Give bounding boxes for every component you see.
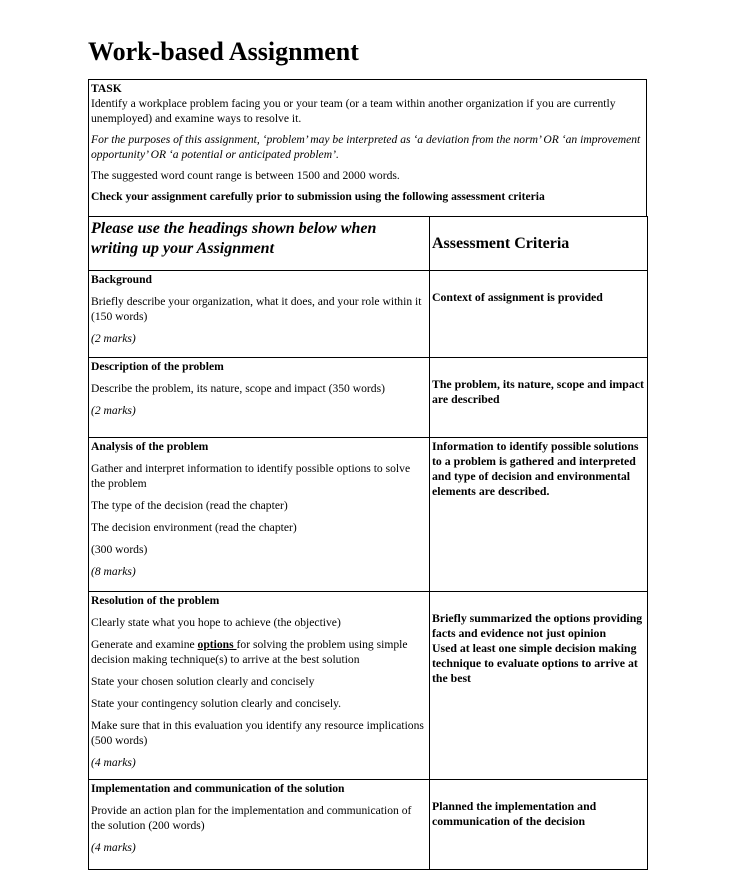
page-title: Work-based Assignment [88, 37, 359, 66]
section-heading: Implementation and communication of the solution [91, 782, 345, 795]
table-row [89, 358, 648, 438]
section-text: State your chosen solution clearly and concisely [91, 675, 315, 688]
criteria-cell: Context of assignment is provided [430, 271, 648, 358]
criteria-column-header: Assessment Criteria [430, 217, 648, 271]
task-box [88, 79, 647, 217]
section-marks: (4 marks) [91, 841, 136, 854]
section-marks: (8 marks) [91, 565, 136, 578]
criteria-cell: The problem, its nature, scope and impact are described [430, 358, 648, 438]
criteria-cell [430, 592, 648, 780]
table-row [89, 592, 648, 780]
section-background [89, 271, 430, 358]
options-link[interactable]: options [197, 638, 237, 651]
section-text: Clearly state what you hope to achieve (the objective) [91, 616, 341, 629]
assessment-table [88, 216, 648, 870]
section-text: Gather and interpret information to identify possible options to solve the problem [91, 462, 411, 490]
section-text: Make sure that in this evaluation you identify any resource implications (500 words) [91, 719, 424, 747]
section-text: The decision environment (read the chapter) [91, 521, 297, 534]
task-description: Identify a workplace problem facing you or your team (or a team within another organization if you are currently unemployed) and examine ways to resolve it. [91, 97, 616, 125]
criteria-cell: Planned the implementation and communication of the decision [430, 780, 648, 870]
section-description [89, 358, 430, 438]
criteria-text: Used at least one simple decision making technique to evaluate options to arrive at the best [432, 641, 638, 685]
section-text: Describe the problem, its nature, scope and impact (350 words) [91, 382, 385, 395]
section-heading: Background [91, 273, 152, 286]
section-text: (300 words) [91, 543, 148, 556]
section-text: State your contingency solution clearly and concisely. [91, 697, 342, 710]
word-count-text: The suggested word count range is between 1500 and 2000 words. [91, 169, 400, 182]
headings-column-header: Please use the headings shown below when writing up your Assignment [89, 217, 430, 271]
section-heading: Description of the problem [91, 360, 224, 373]
table-row [89, 780, 648, 870]
text-fragment: for solving the problem using simple decision making technique(s) to arrive at the best solution [91, 638, 408, 666]
task-note: For the purposes of this assignment, ‘problem’ may be interpreted as ‘a deviation from the norm’ OR ‘an improvement opportunity’ OR ‘a potential or anticipated problem’. [91, 133, 641, 161]
section-text: Briefly describe your organization, what it does, and your role within it (150 words) [91, 295, 422, 323]
section-marks: (4 marks) [91, 756, 136, 769]
section-resolution [89, 592, 430, 780]
text-fragment: Generate and examine [91, 638, 198, 651]
section-marks: (2 marks) [91, 404, 136, 417]
section-text: Provide an action plan for the implementation and communication of the solution (200 words) [91, 804, 412, 832]
section-analysis [89, 438, 430, 592]
section-marks: (2 marks) [91, 332, 136, 345]
table-header-row [89, 217, 648, 271]
section-implementation [89, 780, 430, 870]
section-heading: Analysis of the problem [91, 440, 209, 453]
task-heading: TASK [91, 82, 122, 95]
table-row [89, 271, 648, 358]
section-heading: Resolution of the problem [91, 594, 220, 607]
criteria-cell: Information to identify possible solutions to a problem is gathered and interpreted and type of decision and environmental elements are described. [430, 438, 648, 592]
section-text: The type of the decision (read the chapter) [91, 499, 288, 512]
table-row [89, 438, 648, 592]
check-instruction: Check your assignment carefully prior to submission using the following assessment criteria [91, 190, 545, 203]
section-text [91, 637, 427, 667]
criteria-text: Briefly summarized the options providing facts and evidence not just opinion [432, 611, 643, 640]
